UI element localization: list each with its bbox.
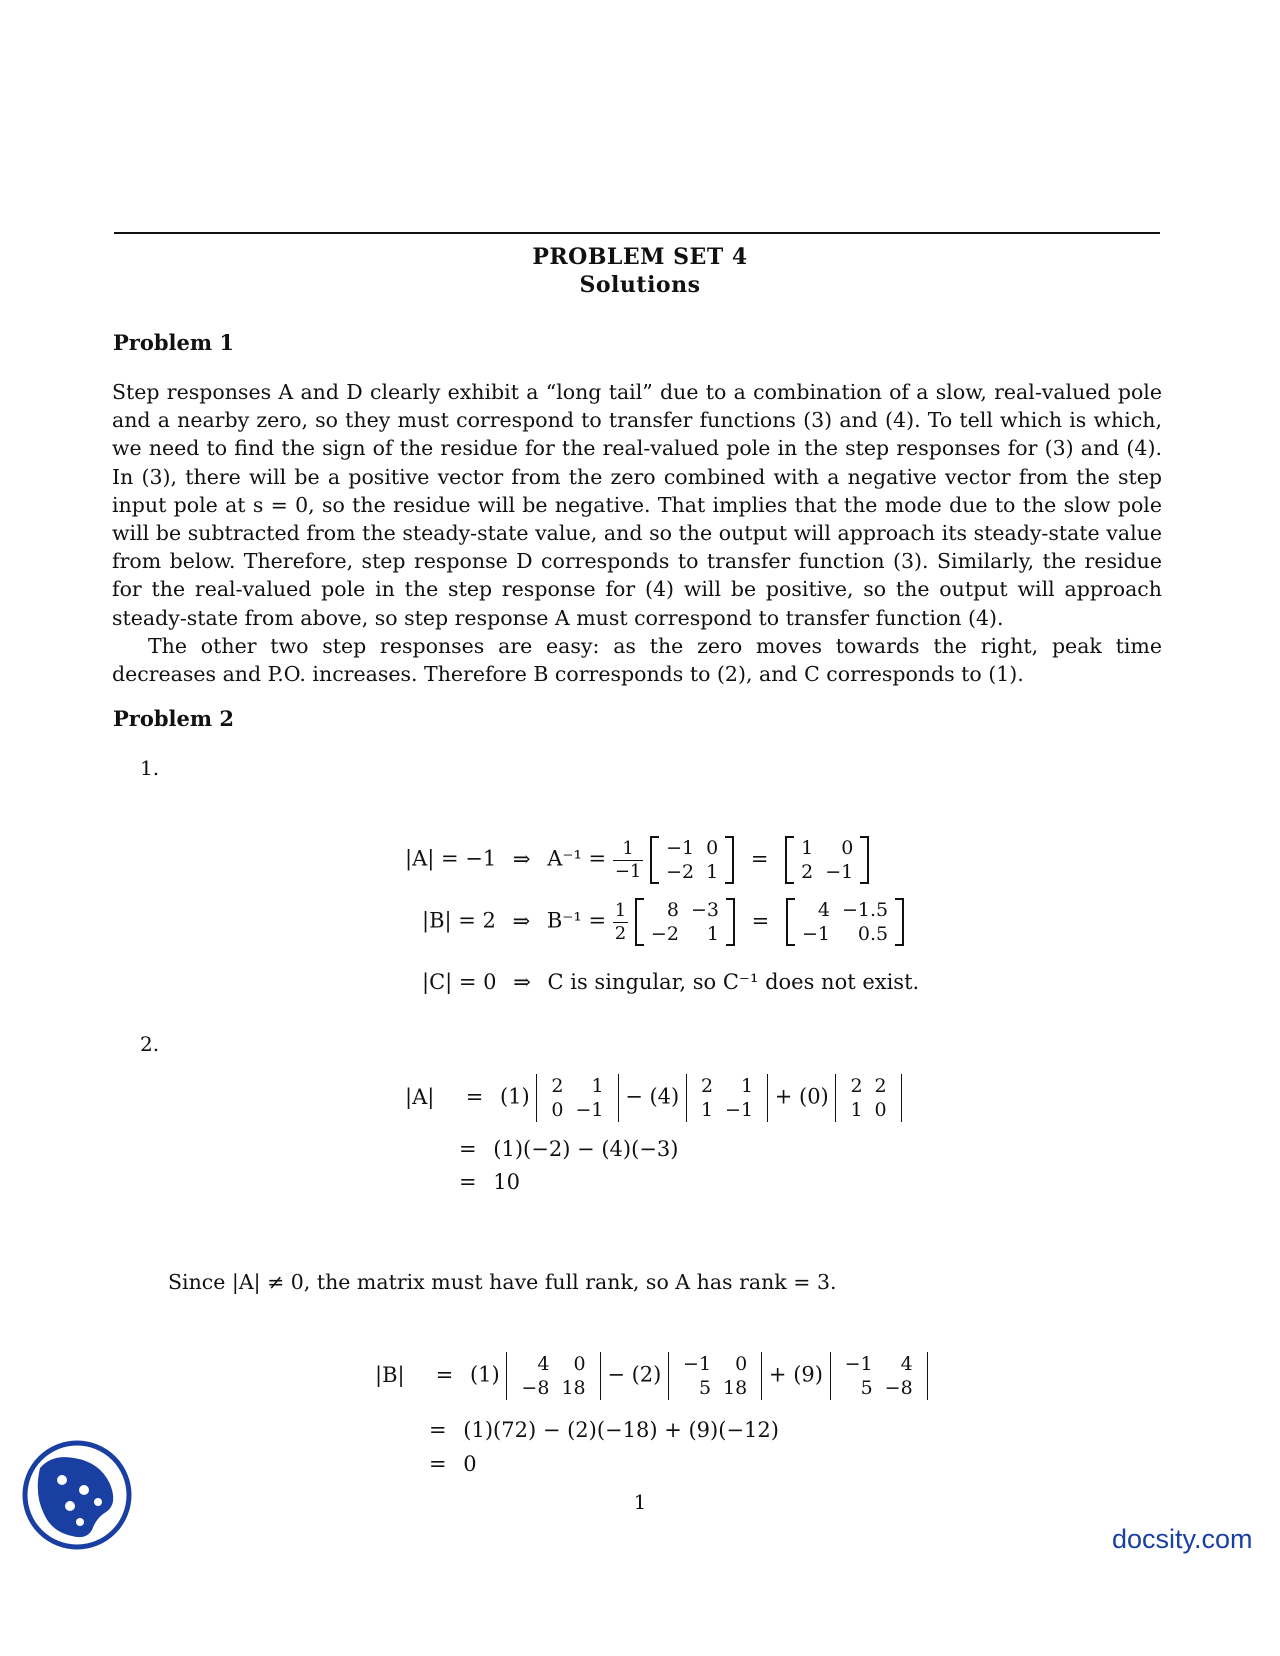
matrix-cell: 2: [850, 1075, 863, 1097]
matrix-cell: 1: [850, 1099, 863, 1121]
matrix-cell: 4: [537, 1353, 550, 1375]
matrix-cell: 0: [841, 837, 854, 859]
bracket-cap: [637, 944, 644, 946]
detB-lhs: |B| = 2: [422, 908, 496, 933]
detA-line2: (1)(−2) − (4)(−3): [493, 1137, 679, 1161]
matrix-cell: 18: [561, 1377, 586, 1399]
problem2-heading: Problem 2: [113, 706, 235, 731]
matrix-cell: −1: [844, 1353, 873, 1375]
inverse-A-equation: [405, 836, 869, 884]
bracket-cap: [725, 882, 732, 884]
matrix-cell: −1: [801, 923, 830, 945]
top-rule: [114, 232, 1160, 234]
fraction-A: $\frac{1}{-1}$: [614, 837, 642, 882]
page-title: PROBLEM SET 4: [532, 244, 748, 270]
matrix-cell: 1: [591, 1075, 604, 1097]
minor-B2: [668, 1352, 762, 1400]
problem1-text: [112, 378, 1162, 688]
matrix-cell: 1: [700, 1099, 714, 1121]
matrix-cell: −2: [650, 923, 679, 945]
matrix-cell: −8: [521, 1377, 550, 1399]
matrix-B2: [786, 898, 904, 946]
cofactor-2: − (4): [625, 1084, 680, 1109]
matrix-cell: 2: [551, 1075, 564, 1097]
bracket-cap: [787, 882, 794, 884]
equals-sign: =: [459, 1170, 477, 1194]
bracket-cap: [652, 882, 659, 884]
matrix-B1: [635, 898, 735, 946]
implies-symbol: ⇒: [512, 908, 531, 933]
item-2-marker: 2.: [140, 1032, 160, 1056]
detA-lhs-symbol: |A|: [405, 1084, 435, 1109]
detC-lhs: |C| = 0: [422, 970, 497, 994]
minor-A1: [536, 1074, 618, 1122]
equals-sign: =: [429, 1418, 447, 1442]
matrix-cell: 8: [666, 899, 679, 921]
matrix-cell: −1: [575, 1099, 604, 1121]
bracket-cap: [860, 836, 867, 838]
C-singular-text: C is singular, so C⁻¹ does not exist.: [547, 970, 920, 994]
matrix-cell: −3: [690, 899, 719, 921]
implies-symbol: ⇒: [513, 970, 531, 994]
matrix-cell: −2: [666, 861, 695, 883]
cofactor-3: + (9): [768, 1362, 823, 1387]
equals-sign: =: [435, 1362, 454, 1387]
implies-symbol: ⇒: [512, 846, 531, 871]
minor-B1: [506, 1352, 600, 1400]
bracket-cap: [788, 944, 795, 946]
problem1-heading: Problem 1: [113, 330, 235, 355]
detB-expansion-line3: [419, 1452, 477, 1476]
matrix-cell: 1: [706, 861, 719, 883]
matrix-cell: 5: [860, 1377, 873, 1399]
equals-sign: =: [429, 1452, 447, 1476]
detB-lhs-symbol: |B|: [375, 1362, 405, 1387]
detB-expansion-line1: [375, 1352, 928, 1400]
minor-A2: [686, 1074, 768, 1122]
detA-expansion-line3: [449, 1170, 520, 1194]
matrix-cell: −1.5: [841, 899, 889, 921]
page-number: 1: [633, 1490, 647, 1514]
matrix-cell: 0: [706, 837, 719, 859]
matrix-cell: 0.5: [857, 923, 889, 945]
matrix-cell: 1: [706, 923, 719, 945]
bracket-cap: [726, 944, 733, 946]
bracket-cap: [895, 944, 902, 946]
matrix-A1: [650, 836, 734, 884]
Ainv-lhs: A⁻¹ =: [547, 846, 607, 871]
bracket-cap: [787, 836, 794, 838]
minor-B3: [830, 1352, 928, 1400]
matrix-cell: 1: [801, 837, 814, 859]
minor-A3: [835, 1074, 901, 1122]
page-subtitle: Solutions: [579, 272, 701, 298]
detB-result: 0: [463, 1452, 477, 1476]
matrix-cell: 0: [551, 1099, 564, 1121]
matrix-A2: [785, 836, 869, 884]
docsity-logo-icon[interactable]: [22, 1440, 132, 1550]
cofactor-1: (1): [499, 1084, 530, 1109]
matrix-cell: −1: [825, 861, 854, 883]
equals-sign: =: [751, 908, 770, 933]
bracket-cap: [895, 898, 902, 900]
cofactor-1: (1): [469, 1362, 500, 1387]
bracket-cap: [637, 898, 644, 900]
equals-sign: =: [459, 1137, 477, 1161]
matrix-cell: −1: [725, 1099, 754, 1121]
matrix-cell: 4: [817, 899, 830, 921]
equals-sign: =: [750, 846, 769, 871]
matrix-cell: 18: [723, 1377, 748, 1399]
Binv-lhs: B⁻¹ =: [546, 908, 607, 933]
cofactor-3: + (0): [774, 1084, 829, 1109]
matrix-cell: 0: [874, 1099, 887, 1121]
detA-lhs: |A| = −1: [405, 846, 497, 871]
detA-result: 10: [493, 1170, 521, 1194]
matrix-cell: 2: [874, 1075, 887, 1097]
docsity-brand-link[interactable]: docsity.com: [1112, 1524, 1253, 1554]
matrix-cell: 5: [698, 1377, 712, 1399]
matrix-cell: 2: [801, 861, 814, 883]
item-1-marker: 1.: [140, 756, 160, 780]
matrix-cell: 1: [740, 1075, 754, 1097]
matrix-cell: 4: [900, 1353, 913, 1375]
matrix-cell: −1: [683, 1353, 712, 1375]
bracket-cap: [860, 882, 867, 884]
matrix-cell: 2: [700, 1075, 714, 1097]
bracket-cap: [788, 898, 795, 900]
detB-line2: (1)(72) − (2)(−18) + (9)(−12): [463, 1418, 779, 1442]
fraction-B: $\frac{1}{2}$: [614, 899, 627, 944]
bracket-cap: [725, 836, 732, 838]
equals-sign: =: [465, 1084, 484, 1109]
C-statement: [422, 970, 919, 994]
detA-expansion-line2: [449, 1137, 678, 1161]
matrix-cell: 0: [573, 1353, 586, 1375]
rank-statement: Since |A| ≠ 0, the matrix must have full rank, so A has rank = 3.: [168, 1270, 837, 1294]
bracket-cap: [652, 836, 659, 838]
inverse-B-equation: [422, 898, 904, 946]
detB-expansion-line2: [419, 1418, 779, 1442]
problem1-paragraph-2: The other two step responses are easy: as the zero moves towards the right, peak time decreases and P.O. increases. Therefore B corresponds to (2), and C corresponds to (1).: [112, 633, 1162, 687]
matrix-cell: 0: [735, 1353, 748, 1375]
problem1-paragraph-1: Step responses A and D clearly exhibit a “long tail” due to a combination of a slow, real-valued pole and a nearby zero, so they must correspond to transfer functions (3) and (4). To tell which is which, we need to find the sign of the residue for the real-valued pole in the step responses for (3) and (4). In (3), there will be a positive vector from the zero combined with a negative vector from the step input pole at s = 0, so the residue will be negative. That implies that the mode due to the slow pole will be subtracted from the steady-state value, and so the output will approach its steady-state value from below. Therefore, step response D corresponds to transfer function (3). Similarly, the residue for the real-valued pole in the step response for (4) will be positive, so the output will approach steady-state from above, so step response A must correspond to transfer function (4).: [112, 380, 1162, 630]
cofactor-2: − (2): [607, 1362, 662, 1387]
matrix-cell: −8: [884, 1377, 913, 1399]
detA-expansion-line1: [405, 1074, 902, 1122]
bracket-cap: [726, 898, 733, 900]
matrix-cell: −1: [666, 837, 695, 859]
